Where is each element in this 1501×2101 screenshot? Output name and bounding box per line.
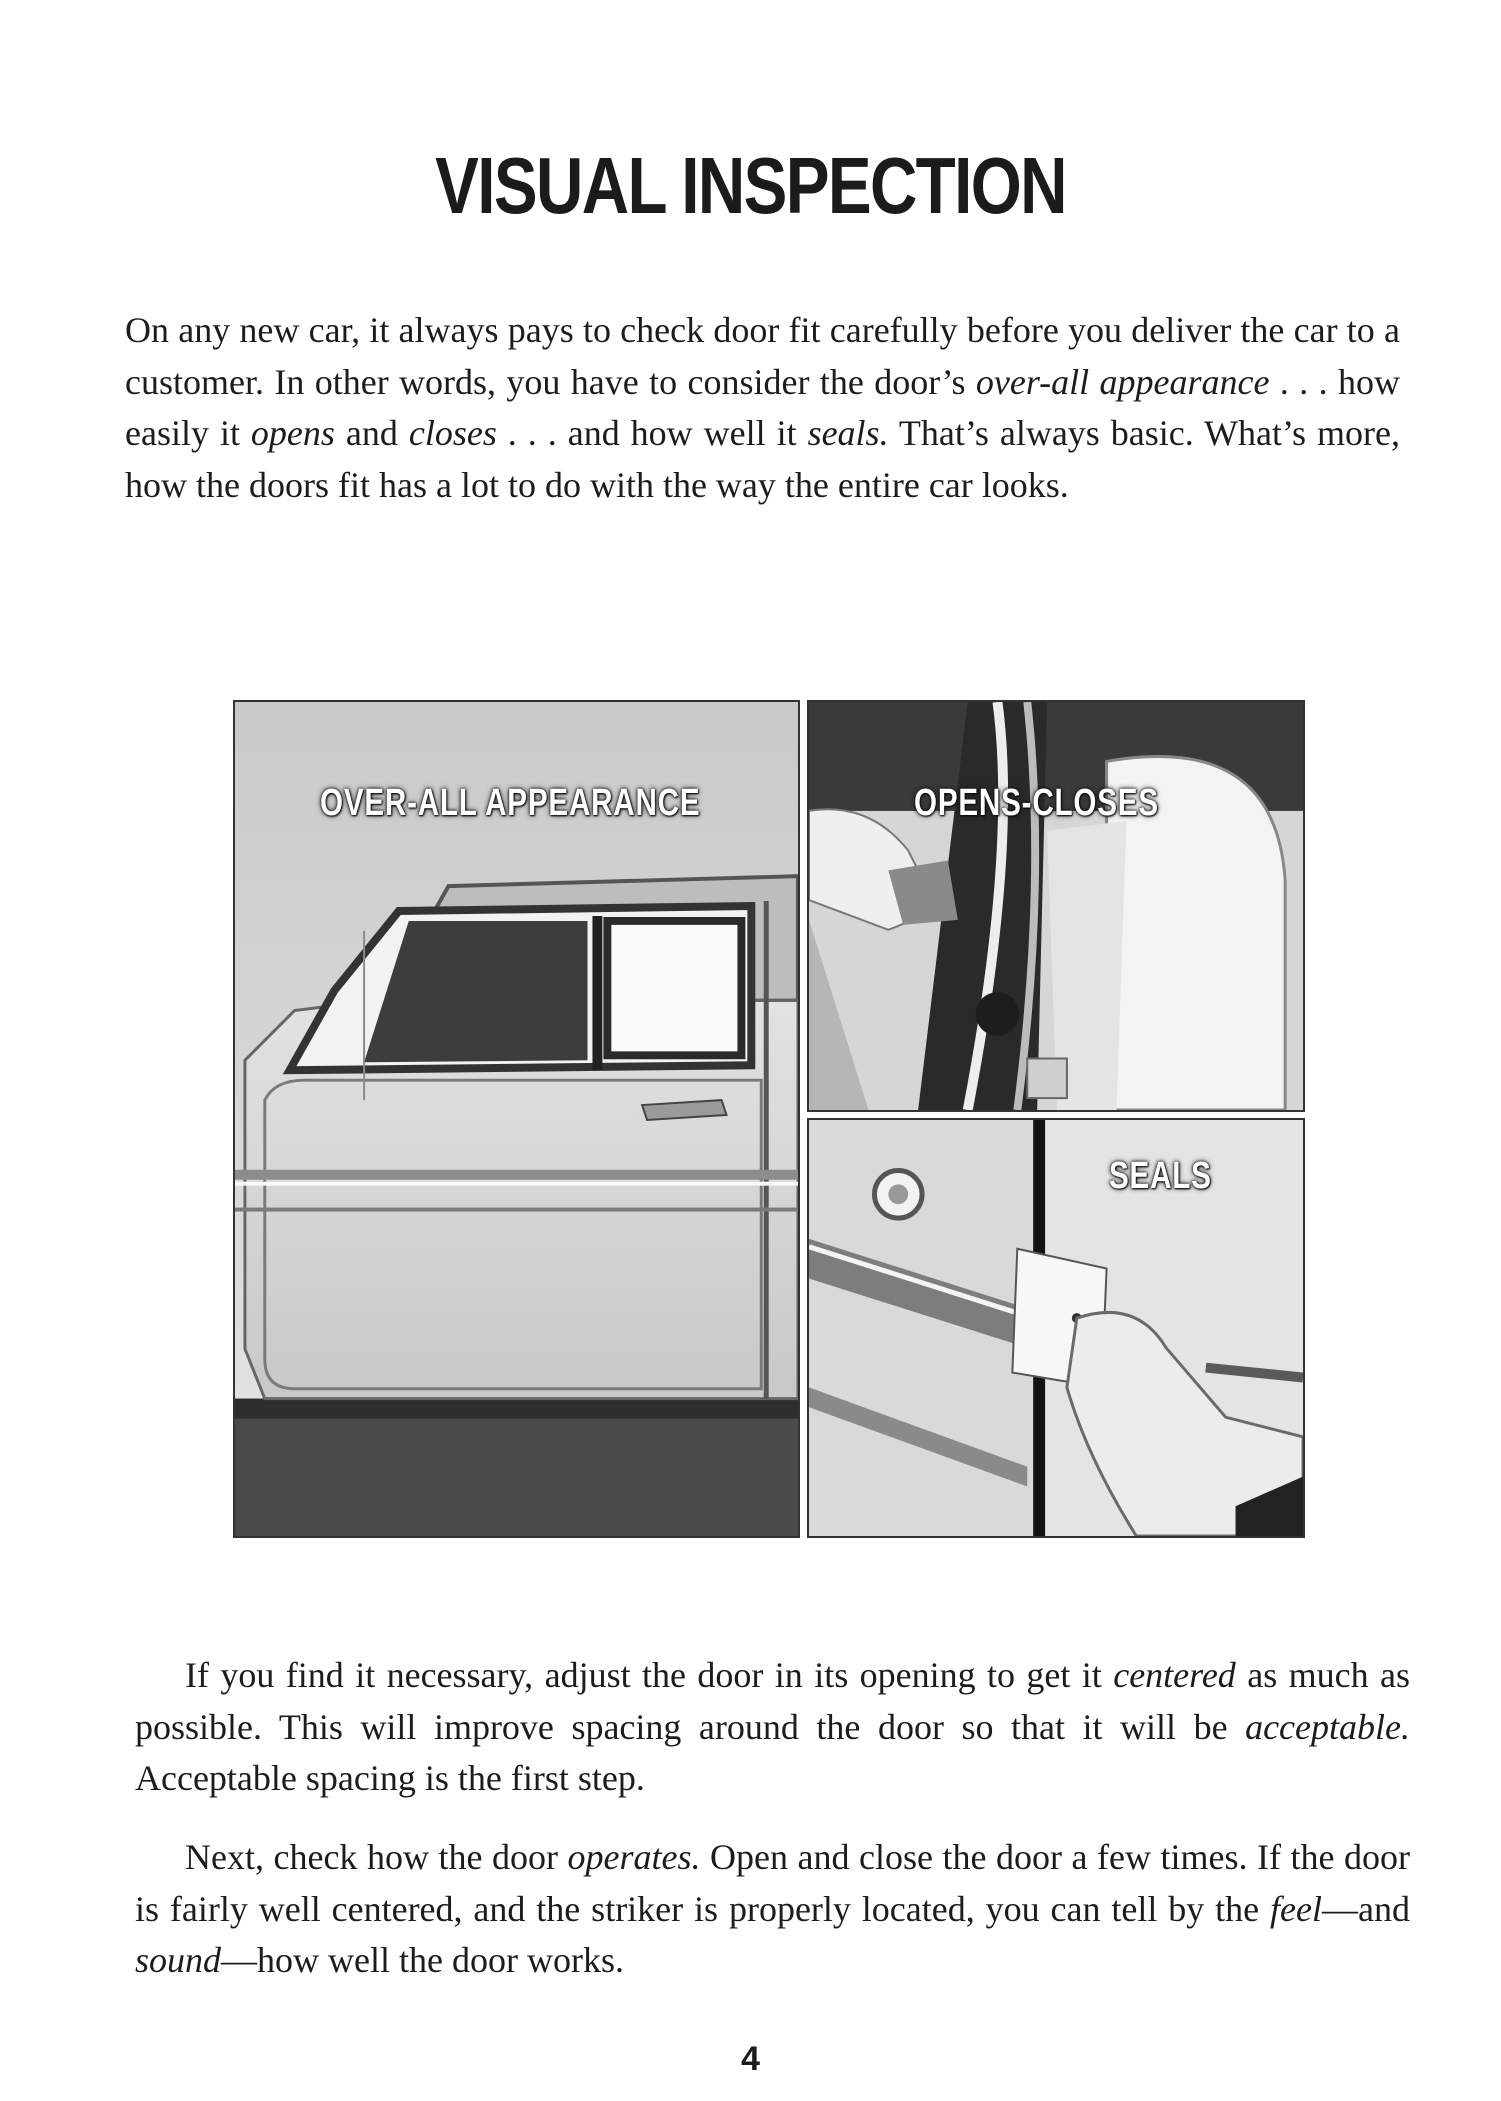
para2-emphasis-centered: centered [1113,1655,1236,1695]
para3-text-2: Open and close the door a few times. If the door is fairly well centered, and the striker is properly located, you can tell by the [135,1837,1410,1929]
intro-paragraph [125,305,1400,511]
door-seal-illustration [809,1120,1303,1536]
para3-text-3: —and [1322,1888,1410,1929]
door-seal-photo [807,1118,1305,1538]
para2-emphasis-acceptable: acceptable. [1245,1706,1410,1747]
car-side-illustration [235,702,798,1536]
para2-text-2: as much as possible. This will improve spacing around the door so that it will be [135,1655,1410,1747]
intro-emphasis-seals: seals. [807,413,889,453]
intro-text-2: . . . how easily it [125,361,1400,453]
car-side-photo [233,700,800,1538]
label-seals: SEALS [1109,1155,1212,1197]
para3-text-1: Next, check how the door [185,1837,568,1877]
operation-paragraph [135,1832,1410,1987]
para3-emphasis-sound: sound [135,1940,222,1980]
label-over-all-appearance: OVER-ALL APPEARANCE [320,782,701,824]
page-title: VISUAL INSPECTION [435,141,1066,230]
para2-text-3: Acceptable spacing is the first step. [135,1758,645,1798]
para2-text-1: If you find it necessary, adjust the door in its opening to get it [185,1655,1114,1695]
door-inspection-figure [233,700,1305,1538]
intro-text-3: and [334,413,409,453]
intro-emphasis-closes: closes [408,413,497,453]
page-number: 4 [741,2040,760,2078]
door-opening-photo [807,700,1305,1112]
para3-emphasis-feel: feel [1270,1888,1323,1929]
intro-text-1: On any new car, it always pays to check door fit carefully before you deliver the car to a customer. In other words, you have to consider the door’s [125,310,1400,402]
door-opening-illustration [809,702,1303,1110]
para3-text-4: —how well the door works. [221,1940,624,1980]
centering-paragraph [135,1650,1410,1805]
intro-text-4: . . . and how well it [496,413,808,453]
para3-emphasis-operates: operates. [567,1837,701,1877]
label-opens-closes: OPENS-CLOSES [914,782,1159,824]
intro-emphasis-opens: opens [250,413,335,453]
intro-text-5: That’s always basic. What’s more, how the doors fit has a lot to do with the way the entire car looks. [125,413,1400,505]
intro-emphasis-appearance: over-all appearance [975,361,1270,402]
